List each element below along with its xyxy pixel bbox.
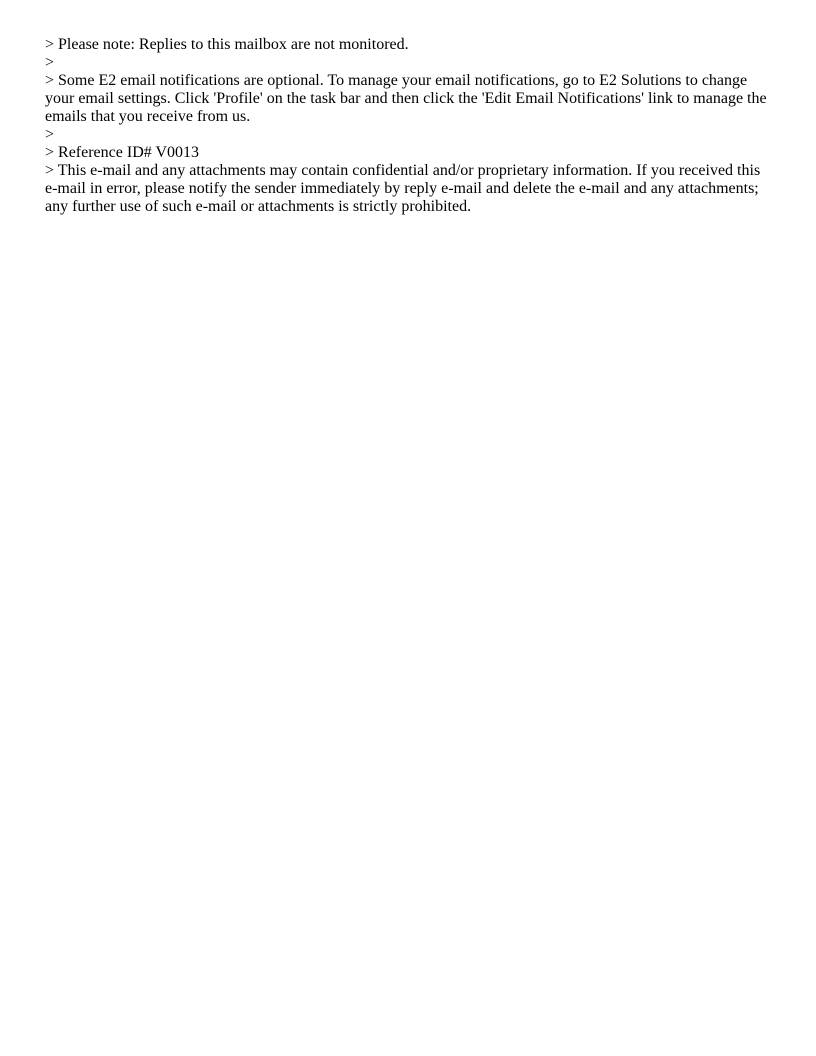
email-body	[45, 36, 775, 216]
quote-marker-line: >	[45, 54, 55, 71]
reference-id-line: > Reference ID# V0013	[45, 144, 200, 161]
reply-notice-line: > Please note: Replies to this mailbox are not monitored.	[45, 36, 409, 53]
confidentiality-disclaimer-line: > This e-mail and any attachments may contain confidential and/or proprietary information. If you received this e-mail in error, please notify the sender immediately by reply e-mail and delete the e-mail and any attachments; any further use of such e-mail or attachments is strictly prohibited.	[45, 162, 761, 215]
notification-settings-line: > Some E2 email notifications are optional. To manage your email notifications, go to E2 Solutions to change your email settings. Click 'Profile' on the task bar and then click the 'Edit Email Notifications' link to manage the emails that you receive from us.	[45, 72, 767, 125]
quote-marker-line: >	[45, 126, 55, 143]
